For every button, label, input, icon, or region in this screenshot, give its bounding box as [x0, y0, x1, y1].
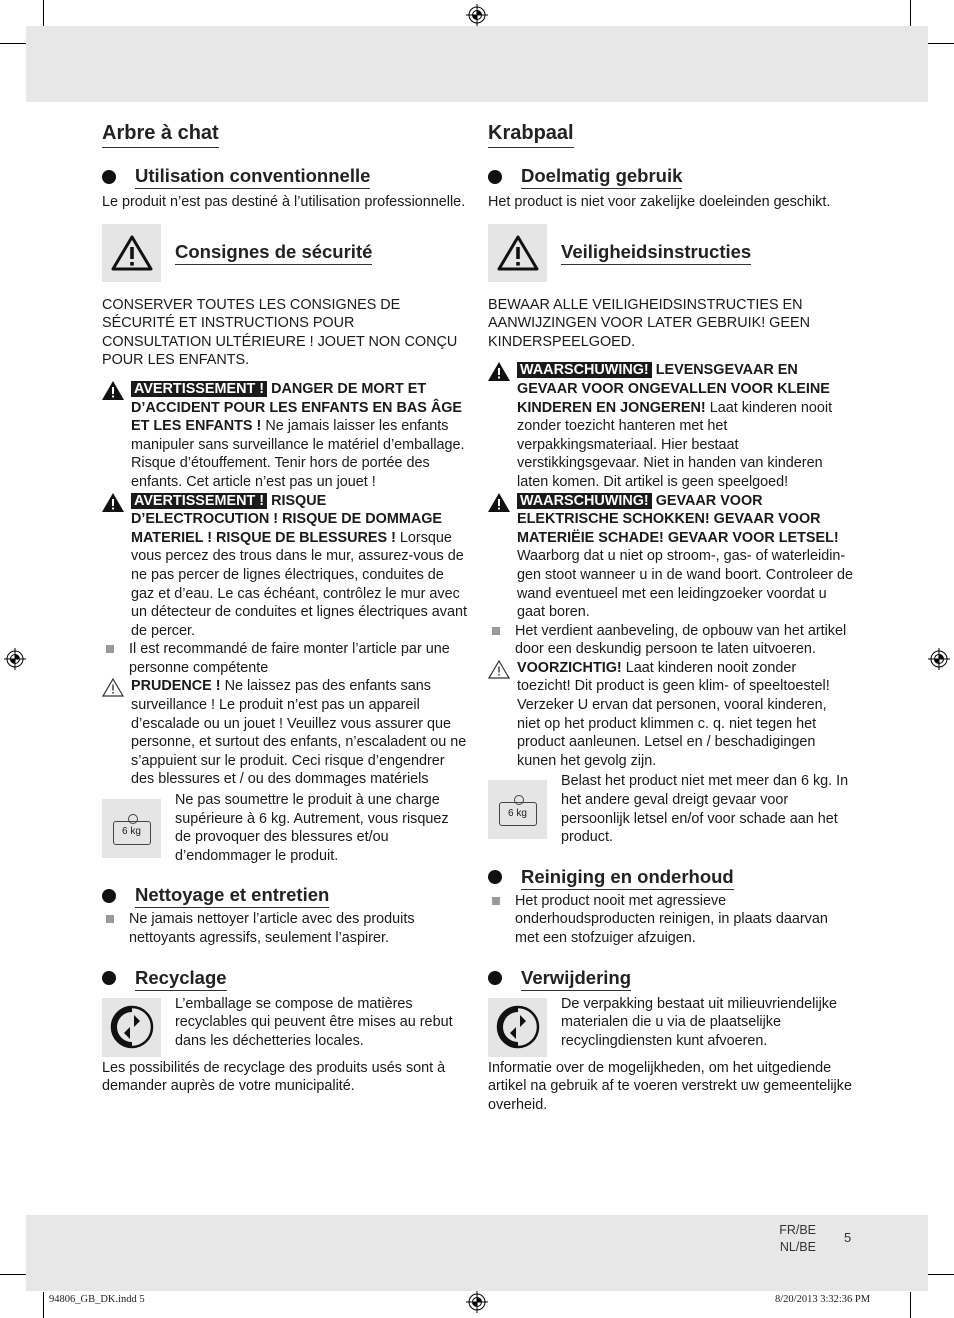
caution-text: Ne laissez pas des enfants sans surveillance ! Le produit n’est pas un appareil d’escalade ou un jouet ! Veuillez vous assurer que personne, et surtout des enfants, n’escaladent ou ne s’appuient sur le produit. Ceci risque d’engendrer des blessures et / ou des dommages matériels — [131, 678, 467, 788]
recycling-text-2: Les possibilités de recyclage des produits usés sont à demander auprès de votre municipalité. — [102, 1059, 446, 1095]
header-band — [26, 26, 928, 102]
weight-6kg-icon: 6 kg — [102, 799, 161, 858]
safety-heading-row — [102, 224, 467, 282]
weight-text: Ne pas soumettre le produit à une charge supérieure à 6 kg. Autrement, vous risquez de provoquer des blessures et/ou d’endommager le produit. — [175, 792, 449, 864]
column-dutch — [488, 120, 853, 1114]
safety-caps-text: BEWAAR ALLE VEILIGHEIDSINSTRUCTIES EN AANWIJZINGEN VOOR LATER GEBRUIK! GEEN KINDERSPEELGOED. — [488, 296, 810, 350]
green-dot-recycling-icon — [488, 998, 547, 1057]
warning-triangle-icon — [488, 224, 547, 282]
warning-label: AVERTISSEMENT ! — [131, 381, 267, 397]
recycling-text: De verpakking bestaat uit milieuvriendelijke materialen die u via de plaatselijke recyclingdiensten kunt afvoeren. — [561, 995, 837, 1049]
page-number: 5 — [844, 1230, 852, 1245]
caution-triangle-icon — [102, 678, 124, 697]
list-item: Ne jamais nettoyer l’article avec des produits nettoyants agressifs, seulement l’aspirer. — [102, 910, 467, 947]
weight-row — [102, 791, 467, 865]
warning-text: Lorsque vous percez des trous dans le mur, assurez-vous de ne pas percer de lignes électriques, conduites de gaz et d’eau. Le cas échéant, contrôlez le mur avec un détecteur de conduites et lignes électriques avant de percer. — [131, 529, 468, 639]
crop-mark — [0, 1274, 26, 1275]
safety-caps-text: CONSERVER TOUTES LES CONSIGNES DE SÉCURITÉ ET INSTRUCTIONS POUR CONSULTATION ULTÉRIEURE ! JOUET NON CONÇU POUR LES ENFANTS. — [102, 296, 458, 369]
crop-mark — [910, 0, 911, 26]
section-title: Arbre à chat — [102, 120, 219, 148]
footer-lang-nl: NL/BE — [779, 1240, 816, 1254]
warning-text: Laat kinderen nooit zonder toezicht hanteren met het verpakkingsmateriaal. Hier bestaat verstikkingsgevaar. Niet in handen van kinderen laten komen. Dit artikel is geen speelgoed! — [517, 399, 833, 490]
print-slug-date: 8/20/2013 3:32:36 PM — [775, 1294, 871, 1305]
list-item: Het product nooit met agressieve onderhoudsproducten reinigen, in plaats daarvan met een stofzuiger afzuigen. — [488, 892, 853, 948]
caution-block — [488, 659, 853, 771]
section-title: Krabpaal — [488, 120, 574, 148]
heading-row — [102, 164, 467, 189]
intended-use-text: Het product is niet voor zakelijke doeleinden geschikt. — [488, 194, 831, 210]
recycling-row — [488, 995, 853, 1057]
warning-label: WAARSCHUWING! — [517, 362, 652, 378]
warning-block — [488, 492, 853, 622]
heading-intended-use: Doelmatig gebruik — [521, 164, 682, 189]
warning-triangle-icon — [488, 362, 510, 381]
footer-lang-fr: FR/BE — [779, 1223, 816, 1237]
crop-mark — [928, 43, 954, 44]
recycling-row — [102, 995, 467, 1057]
warning-text: Waarborg dat u niet op stroom-, gas- of waterleidin-gen stoot wanneer u in de wand boort. Controleer de wand eventueel met een leidingzoeker voordat u gaat boren. — [517, 548, 854, 621]
warning-triangle-icon — [488, 493, 510, 512]
registration-mark-icon — [466, 1291, 488, 1313]
footer-languages — [760, 1222, 816, 1256]
heading-row — [102, 883, 467, 908]
heading-row — [488, 966, 853, 991]
bullet-dot-icon — [102, 971, 116, 985]
warning-block — [102, 492, 467, 641]
crop-mark — [43, 0, 44, 26]
warning-bold-text: DANGER DE MORT ET D’ACCIDENT POUR LES ENFANTS EN BAS ÂGE ET LES ENFANTS ! — [131, 380, 463, 435]
bullet-dot-icon — [102, 170, 116, 184]
registration-mark-icon — [466, 4, 488, 26]
caution-text: Laat kinderen nooit zonder toezicht! Dit product is geen klim- of speeltoestel! Verzeker U ervan dat personen, vooral kinderen, niet op het product klimmen c. q. niet tegen het product aanleunen. Letsel en / beschadigingen kunen het gevolg zijn. — [517, 659, 830, 769]
heading-row — [488, 164, 853, 189]
warning-label: AVERTISSEMENT ! — [131, 493, 267, 509]
heading-row — [488, 865, 853, 890]
warning-block — [488, 361, 853, 491]
caution-bold-text: PRUDENCE ! — [131, 678, 221, 695]
green-dot-recycling-icon — [102, 998, 161, 1057]
crop-mark — [0, 43, 26, 44]
heading-recycling: Verwijdering — [521, 966, 631, 991]
recycling-text: L’emballage se compose de matières recyclables qui peuvent être mises au rebut dans les déchetteries locales. — [175, 995, 453, 1049]
warning-label: WAARSCHUWING! — [517, 493, 652, 509]
heading-cleaning: Nettoyage et entretien — [135, 883, 329, 908]
bullet-dot-icon — [488, 971, 502, 985]
crop-mark — [43, 1292, 44, 1318]
warning-triangle-icon — [102, 381, 124, 400]
heading-safety: Consignes de sécurité — [175, 240, 372, 265]
column-french — [102, 120, 467, 1096]
warning-bold-text: LEVENSGEVAAR EN GEVAAR VOOR ONGEVALLEN VOOR KLEINE KINDEREN EN JONGEREN! — [517, 362, 830, 416]
heading-safety: Veiligheidsinstructies — [561, 240, 751, 265]
warning-triangle-icon — [102, 493, 124, 512]
registration-mark-icon — [928, 648, 950, 670]
heading-recycling: Recyclage — [135, 966, 227, 991]
heading-intended-use: Utilisation conventionnelle — [135, 164, 370, 189]
caution-bold-text: VOORZICHTIG! — [517, 659, 622, 676]
warning-triangle-icon — [102, 224, 161, 282]
list-item: Het verdient aanbeveling, de opbouw van het artikel door een deskundig persoon te laten uitvoeren. — [488, 622, 853, 659]
warning-text: Ne jamais laisser les enfants manipuler sans surveillance le matériel d’emballage. Risque d’étouffement. Tenir hors de portée des enfants. Cet article n’est pas un jouet ! — [131, 418, 465, 490]
caution-block — [102, 677, 467, 789]
recycling-text-2: Informatie over de mogelijkheden, om het uitgediende artikel na gebruik af te voeren verstrekt uw gemeentelijke overheid. — [488, 1059, 852, 1113]
registration-mark-icon — [4, 648, 26, 670]
weight-text: Belast het product niet met meer dan 6 kg. In het andere geval dreigt gevaar voor persoonlijk letsel en/of voor schade aan het product. — [561, 773, 849, 846]
list-item: Il est recommandé de faire monter l’article par une personne compétente — [102, 640, 467, 677]
print-slug-file: 94806_GB_DK.indd 5 — [49, 1294, 145, 1305]
warning-bold-text: GEVAAR VOOR ELEKTRISCHE SCHOKKEN! GEVAAR VOOR MATERIËIE SCHADE! GEVAAR VOOR LETSEL! — [517, 492, 839, 546]
warning-bold-text: RISQUE D’ELECTROCUTION ! RISQUE DE DOMMAGE MATERIEL ! RISQUE DE BLESSURES ! — [131, 492, 443, 546]
weight-row — [488, 772, 853, 846]
heading-row — [102, 966, 467, 991]
bullet-dot-icon — [488, 870, 502, 884]
safety-heading-row — [488, 224, 853, 282]
bullet-dot-icon — [102, 889, 116, 903]
warning-block — [102, 380, 467, 492]
crop-mark — [928, 1274, 954, 1275]
crop-mark — [910, 1292, 911, 1318]
caution-triangle-icon — [488, 660, 510, 679]
heading-cleaning: Reiniging en onderhoud — [521, 865, 734, 890]
intended-use-text: Le produit n’est pas destiné à l’utilisation professionnelle. — [102, 194, 466, 210]
bullet-dot-icon — [488, 170, 502, 184]
weight-6kg-icon: 6 kg — [488, 780, 547, 839]
